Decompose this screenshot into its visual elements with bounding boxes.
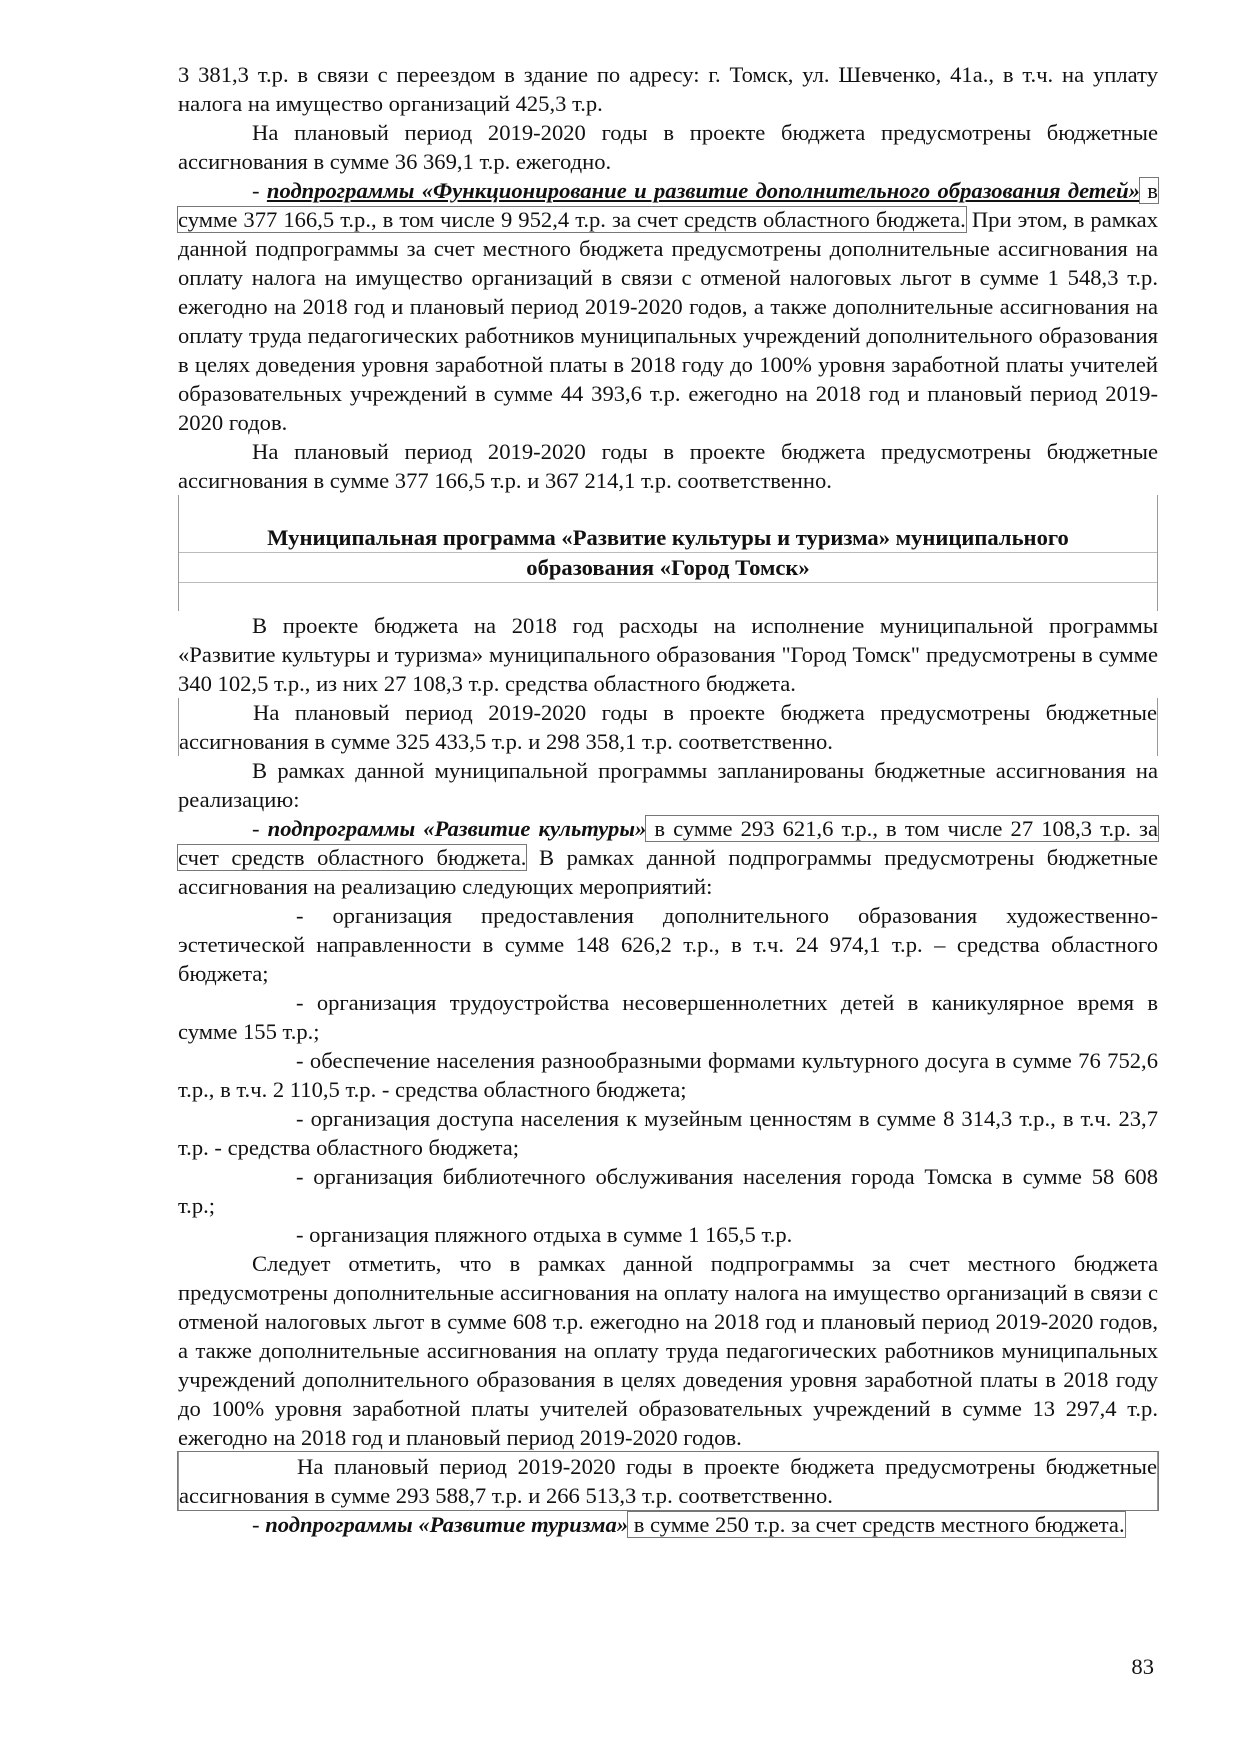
paragraph-planned-period-3: На плановый период 2019-2020 годы в проекте бюджета предусмотрены бюджетные ассигнования в сумме 325 433,5 т.р. и 298 358,1 т.р. соответственно. <box>179 700 1157 754</box>
heading-spacer-bottom <box>179 583 1157 611</box>
subprogram-details-culture: В рамках данной подпрограммы предусмотрены бюджетные ассигнования на реализацию следующих мероприятий: <box>178 845 1159 899</box>
list-item: - организация трудоустройства несовершеннолетних детей в каникулярное время в сумме 155 т.р.; <box>178 990 1158 1044</box>
dash: - <box>252 1512 266 1537</box>
paragraph-subprogram-tourism <box>178 1510 1158 1539</box>
paragraph-continuation: 3 381,3 т.р. в связи с переездом в здание по адресу: г. Томск, ул. Шевченко, 41а., в т.ч. на уплату налога на имущество организаций 425,3 т.р. <box>178 62 1158 116</box>
document-page <box>178 60 1158 1539</box>
paragraph-planned-period-2: На плановый период 2019-2020 годы в проекте бюджета предусмотрены бюджетные ассигнования в сумме 377 166,5 т.р. и 367 214,1 т.р. соответственно. <box>178 439 1158 493</box>
paragraph-additional-allocations: Следует отметить, что в рамках данной подпрограммы за счет местного бюджета предусмотрены дополнительные ассигнования на оплату налога на имущество организаций в связи с отменой налоговых льгот в сумме 608 т.р. ежегодно на 2018 год и плановый период 2019-2020 годов, а также дополнительные ассигнования на оплату труда педагогических работников муниципальных учреждений дополнительного образования в целях доведения уровня заработной платы в 2018 году до 100% уровня заработной платы учителей образовательных учреждений в сумме 13 297,4 т.р. ежегодно на 2018 год и плановый период 2019-2020 годов. <box>178 1251 1158 1450</box>
subprogram-title-tourism: подпрограммы «Развитие туризма» <box>265 1512 629 1537</box>
list-item: - организация доступа населения к музейным ценностям в сумме 8 314,3 т.р., в т.ч. 23,7 т.р. - средства областного бюджета; <box>178 1106 1158 1160</box>
list-item: - обеспечение населения разнообразными формами культурного досуга в сумме 76 752,6 т.р., в т.ч. 2 110,5 т.р. - средства областного бюджета; <box>178 1048 1158 1102</box>
subprogram-details-additional-education: При этом, в рамках данной подпрограммы за счет местного бюджета предусмотрены дополнительные ассигнования на оплату налога на имущество организаций в связи с отменой налоговых льгот в сумме 1 548,3 т.р. ежегодно на 2018 год и плановый период 2019-2020 годов, а также дополнительные ассигнования на оплату труда педагогических работников муниципальных учреждений дополнительного образования в целях доведения уровня заработной платы в 2018 году до 100% уровня заработной платы учителей образовательных учреждений в сумме 44 393,6 т.р. ежегодно на 2018 год и плановый период 2019-2020 годов. <box>178 207 1159 435</box>
heading-box <box>178 495 1158 611</box>
page-number: 83 <box>1131 1654 1154 1679</box>
subprogram-amount-tourism: в сумме 250 т.р. за счет средств местного бюджета. <box>628 1512 1125 1537</box>
list-item: - организация пляжного отдыха в сумме 1 165,5 т.р. <box>296 1222 793 1247</box>
list-item: - организация библиотечного обслуживания населения города Томска в сумме 58 608 т.р.; <box>178 1164 1158 1218</box>
subprogram-title-additional-education: подпрограммы «Функционирование и развитие дополнительного образования детей» <box>266 178 1140 203</box>
dash: - <box>252 178 267 203</box>
paragraph-subprogram-additional-education <box>178 176 1158 437</box>
section-heading-line-2: образования «Город Томск» <box>526 555 810 580</box>
paragraph-program-budget: В проекте бюджета на 2018 год расходы на исполнение муниципальной программы «Развитие культуры и туризма» муниципального образования "Город Томск" предусмотрены в сумме 340 102,5 т.р., из них 27 108,3 т.р. средства областного бюджета. <box>178 613 1158 696</box>
list-item: - организация предоставления дополнительного образования художественно-эстетической направленности в сумме 148 626,2 т.р., в т.ч. 24 974,1 т.р. – средства областного бюджета; <box>178 903 1158 986</box>
paragraph-program-framework: В рамках данной муниципальной программы запланированы бюджетные ассигнования на реализацию: <box>178 758 1158 812</box>
paragraph-subprogram-culture <box>178 814 1158 901</box>
subprogram-amount-culture: в сумме 293 621,6 т.р., в том числе 27 108,3 т.р. за счет средств областного бюджета. <box>178 816 1158 870</box>
paragraph-planned-period-1: На плановый период 2019-2020 годы в проекте бюджета предусмотрены бюджетные ассигнования в сумме 36 369,1 т.р. ежегодно. <box>178 120 1158 174</box>
section-heading-line-1: Муниципальная программа «Развитие культуры и туризма» муниципального <box>267 525 1069 550</box>
subprogram-title-culture: подпрограммы «Развитие культуры» <box>267 816 647 841</box>
subprogram-amount-additional-education: в сумме 377 166,5 т.р., в том числе 9 952,4 т.р. за счет средств областного бюджета. <box>178 178 1158 232</box>
paragraph-planned-period-4: На плановый период 2019-2020 годы в проекте бюджета предусмотрены бюджетные ассигнования в сумме 293 588,7 т.р. и 266 513,3 т.р. соответственно. <box>179 1454 1157 1508</box>
dash: - <box>252 816 268 841</box>
heading-spacer-top <box>179 495 1157 523</box>
